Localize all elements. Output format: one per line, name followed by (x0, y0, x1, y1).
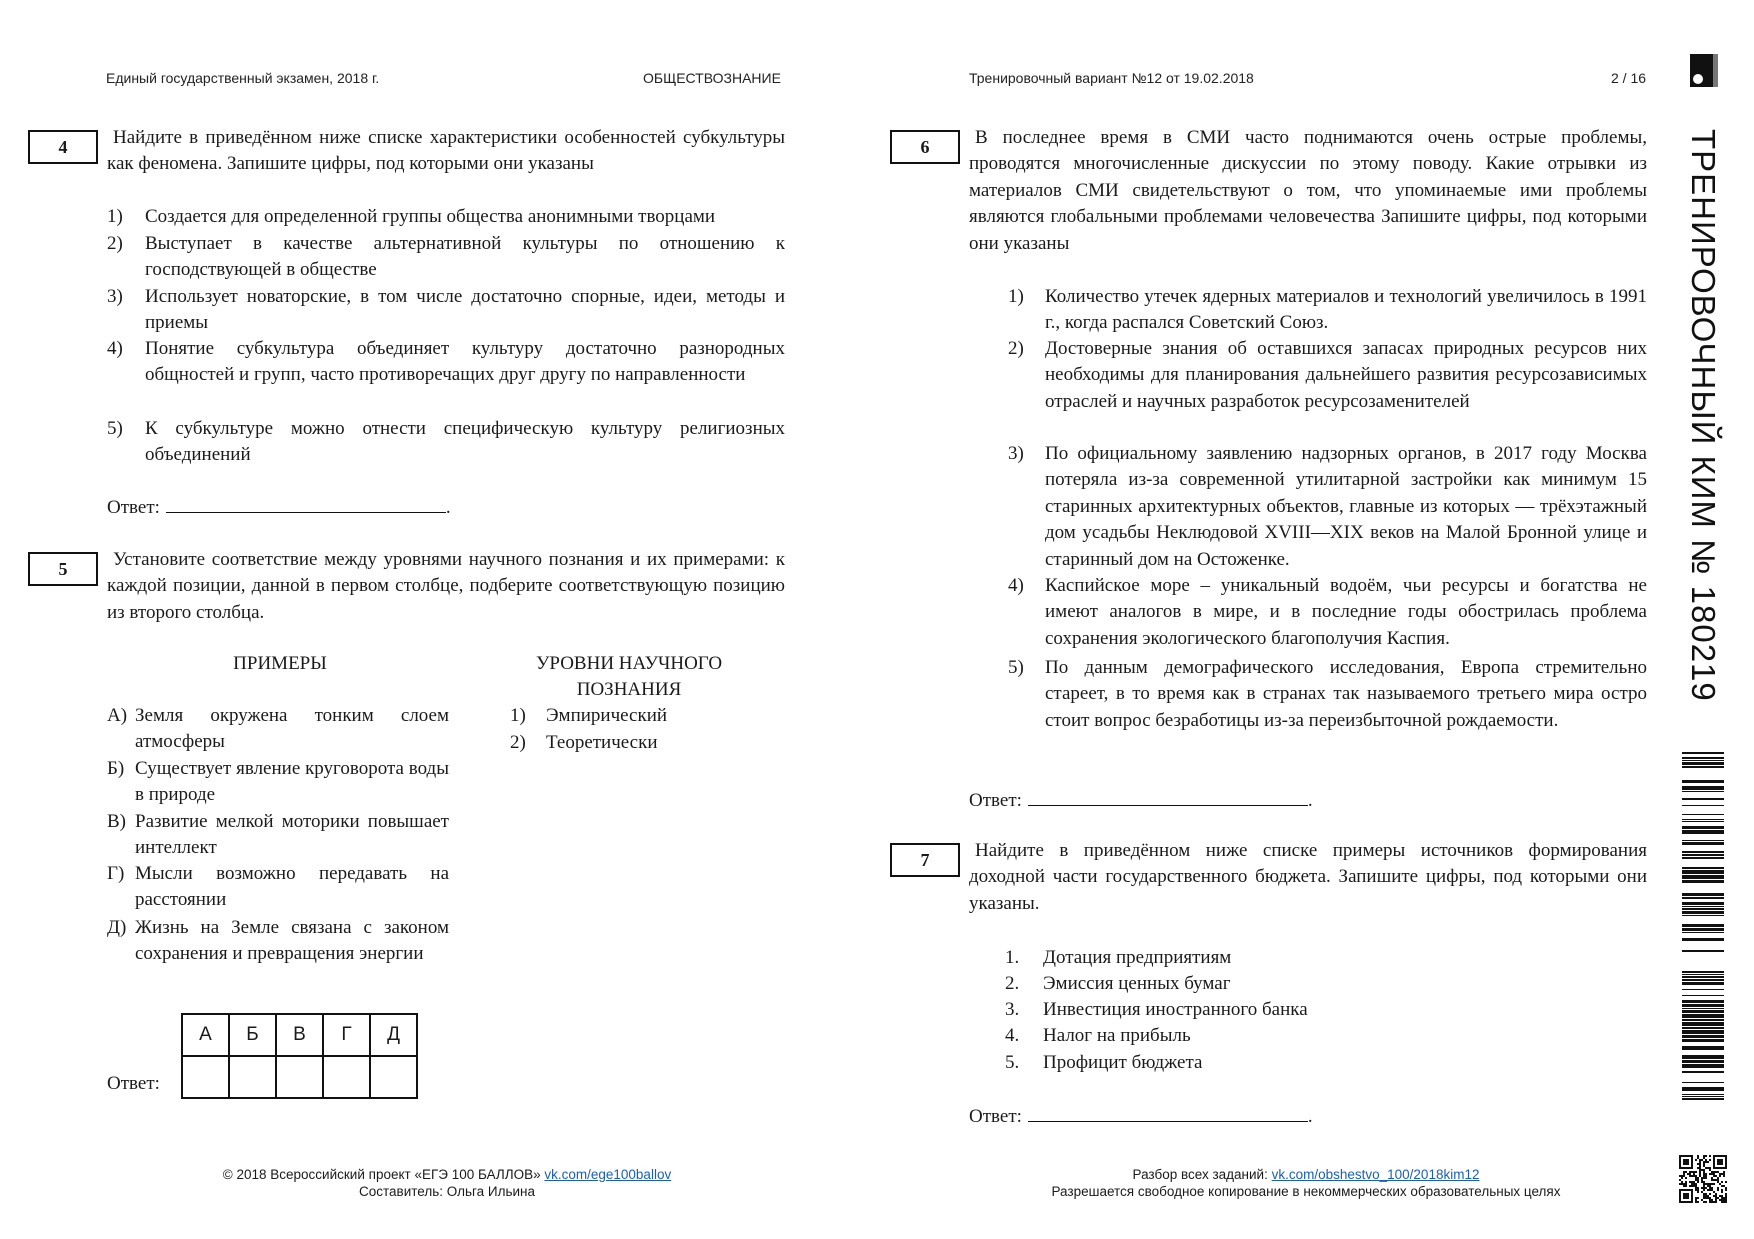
answer-line[interactable] (166, 494, 446, 513)
answer-label: Ответ: (107, 497, 160, 518)
task-number-box: 7 (890, 843, 960, 877)
answer-label: Ответ: (969, 1106, 1022, 1127)
footer-copyright: © 2018 Всероссийский проект «ЕГЭ 100 БАЛЛОВ» (222, 1167, 541, 1182)
list-item-number: 4) (107, 338, 123, 359)
list-item-number: 5. (1005, 1052, 1020, 1073)
header-page-number: 2 / 16 (1611, 70, 1647, 86)
list-item-text: Количество утечек ядерных материалов и технологий увеличилось в 1991 г., когда распался Советский Союз. (1045, 286, 1647, 334)
footer-left (147, 1166, 747, 1200)
answer-field[interactable]: Ответ: . (969, 787, 1313, 814)
list-item-number: Г) (107, 863, 125, 884)
list-item-number: 5) (1008, 657, 1024, 678)
answer-cell[interactable] (276, 1056, 323, 1098)
answer-table-header: А (182, 1014, 229, 1056)
list-item-text: Эмпирический (546, 705, 668, 726)
qr-code-icon (1679, 1155, 1727, 1203)
corner-marker-icon (1690, 54, 1718, 87)
list-item-text: Выступает в качестве альтернативной культуры по отношению к господствующей в обществе (145, 233, 785, 281)
list-item-text: Создается для определенной группы общества анонимными творцами (145, 206, 716, 227)
list-item-number: 4) (1008, 575, 1024, 596)
footer-analysis: Разбор всех заданий: (1132, 1167, 1268, 1182)
list-item-text: К субкультуре можно отнести специфическую культуру религиозных объединений (145, 418, 785, 466)
answer-cell[interactable] (323, 1056, 370, 1098)
sidebar-kim-title: ТРЕНИРОВОЧНЫЙ КИМ № 180219 (1685, 129, 1722, 702)
list-item-text: Дотация предприятиям (1043, 947, 1232, 968)
list-item-number: Д) (107, 917, 127, 938)
answer-table-header: В (276, 1014, 323, 1056)
list-item-text: Развитие мелкой моторики повышает интеллект (135, 811, 449, 859)
task-number-box: 4 (28, 130, 98, 164)
header-variant: Тренировочный вариант №12 от 19.02.2018 (969, 70, 1254, 86)
list-item-text: Достоверные знания об оставшихся запасах природных ресурсов них необходимы для планирования дальнейшего развития ресурсозависимых отраслей и научных разработок ресурсозаменителей (1045, 338, 1647, 412)
list-item-text: Понятие субкультура объединяет культуру достаточно разнородных общностей и групп, часто противоречащих друг другу по направленности (145, 338, 785, 386)
list-item-number: 3. (1005, 999, 1020, 1020)
task-question: В последнее время в СМИ часто поднимаются очень острые проблемы, проводятся многочисленные дискуссии по этому поводу. Какие отрывки из материалов СМИ свидетельствуют о том, что упоминаемые ими проблемы являются глобальными проблемами человечества Запишите цифры, под которыми они указаны (969, 127, 1647, 254)
list-item-number: 2. (1005, 973, 1020, 994)
answer-cell[interactable] (229, 1056, 276, 1098)
answer-cell[interactable] (182, 1056, 229, 1098)
list-item-number: 3) (107, 286, 123, 307)
answer-table-header: Г (323, 1014, 370, 1056)
footer-right (986, 1166, 1626, 1200)
list-item-number: 2) (1008, 338, 1024, 359)
footer-license: Разрешается свободное копирование в некоммерческих образовательных целях (1051, 1184, 1561, 1199)
list-item-text: По данным демографического исследования, Европа стремительно стареет, в то время как в странах так называемого третьего мира остро стоит вопрос безработицы из-за переизбыточной рождаемости. (1045, 657, 1647, 731)
column-header-levels: УРОВНИ НАУЧНОГО ПОЗНАНИЯ (535, 653, 723, 701)
column-header-examples: ПРИМЕРЫ (233, 653, 327, 674)
answer-table (181, 1013, 418, 1099)
answer-table-header: Д (370, 1014, 417, 1056)
list-item-number: 5) (107, 418, 123, 439)
list-item-text: Профицит бюджета (1043, 1052, 1203, 1073)
list-item-text: По официальному заявлению надзорных органов, в 2017 году Москва потеряла из-за современной утилитарной застройки как минимум 15 старинных архитектурных объектов, главные из которых — трёхэтажный дом усадьбы Неклюдовой XVIII—XIX веков на Малой Бронной улице и старинный дом на Остоженке. (1045, 443, 1647, 570)
task-question: Найдите в приведённом ниже списке примеры источников формирования доходной части государственного бюджета. Запишите цифры, под которыми они указаны. (969, 840, 1647, 914)
list-item-text: Использует новаторские, в том числе достаточно спорные, идеи, методы и приемы (145, 286, 785, 334)
footer-link-analysis[interactable]: vk.com/obshestvo_100/2018kim12 (1271, 1167, 1480, 1182)
footer-author: Составитель: Ольга Ильина (358, 1184, 536, 1199)
list-item-number: 4. (1005, 1025, 1020, 1046)
task-number-box: 6 (890, 130, 960, 164)
list-item-text: Теоретически (546, 732, 658, 753)
task-question: Найдите в приведённом ниже списке характеристики особенностей субкультуры как феномена. Запишите цифры, под которыми они указаны (107, 127, 785, 175)
list-item-number: 3) (1008, 443, 1024, 464)
list-item-number: 1) (107, 206, 123, 227)
answer-field[interactable]: Ответ: . (107, 494, 451, 521)
list-item-text: Инвестиция иностранного банка (1043, 999, 1308, 1020)
list-item-number: 1) (1008, 286, 1024, 307)
task-number-box: 5 (28, 552, 98, 586)
answer-table-header: Б (229, 1014, 276, 1056)
answer-label: Ответ: (107, 1073, 160, 1094)
list-item-text: Существует явление круговорота воды в природе (135, 758, 449, 806)
list-item-number: 2) (107, 233, 123, 254)
list-item-number: 1) (510, 705, 526, 726)
list-item-number: А) (107, 705, 128, 726)
list-item-text: Жизнь на Земле связана с законом сохранения и превращения энергии (135, 917, 449, 965)
list-item-text: Земля окружена тонким слоем атмосферы (135, 705, 449, 753)
answer-field[interactable]: Ответ: . (969, 1103, 1313, 1130)
answer-line[interactable] (1028, 1103, 1308, 1122)
header-exam-title: Единый государственный экзамен, 2018 г. (106, 70, 380, 86)
list-item-text: Каспийское море – уникальный водоём, чьи ресурсы и богатства не имеют аналогов в мире, и в последние годы обострилась проблема сохранения экологического благополучия Каспия. (1045, 575, 1647, 649)
list-item-text: Эмиссия ценных бумаг (1043, 973, 1231, 994)
barcode-icon (1682, 752, 1724, 1102)
list-item-number: 2) (510, 732, 526, 753)
list-item-number: 1. (1005, 947, 1020, 968)
answer-line[interactable] (1028, 787, 1308, 806)
header-subject: ОБЩЕСТВОЗНАНИЕ (643, 70, 781, 86)
footer-link-ege100[interactable]: vk.com/ege100ballov (544, 1167, 672, 1182)
answer-cell[interactable] (370, 1056, 417, 1098)
answer-label: Ответ: (969, 790, 1022, 811)
list-item-number: В) (107, 811, 126, 832)
task-question: Установите соответствие между уровнями научного познания и их примерами: к каждой позиции, данной в первом столбце, подберите соответствующую позицию из второго столбца. (107, 549, 785, 623)
list-item-text: Мысли возможно передавать на расстоянии (135, 863, 449, 911)
list-item-text: Налог на прибыль (1043, 1025, 1191, 1046)
list-item-number: Б) (107, 758, 125, 779)
